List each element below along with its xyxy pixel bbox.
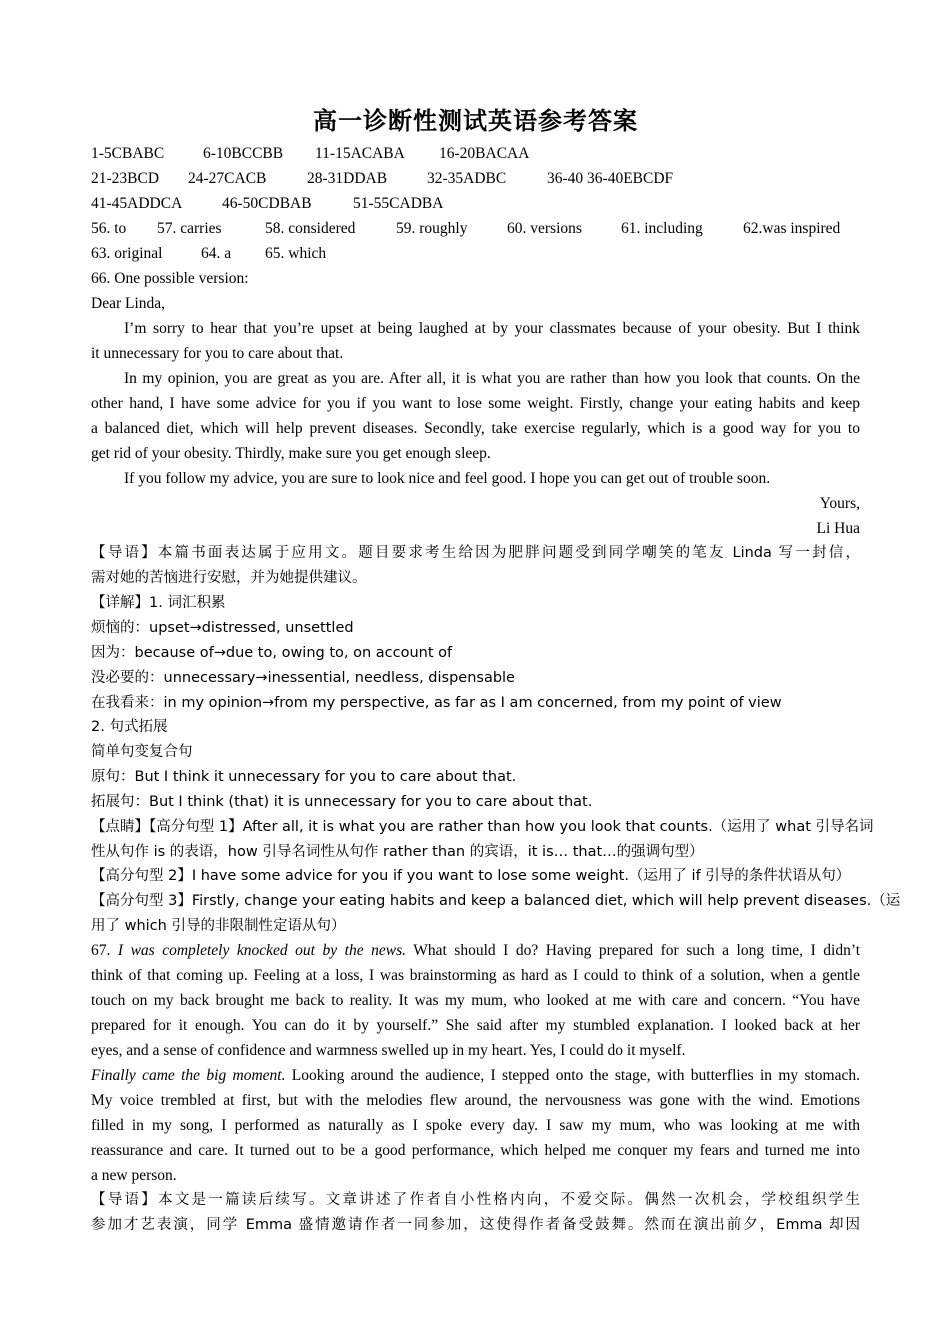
answer-item: 64. a [201, 245, 232, 262]
analysis-intro: 参加才艺表演，同学 Emma 盛情邀请作者一同参加，这使得作者备受鼓舞。然而在演出前夕，Emma 却因 [91, 1217, 860, 1233]
essay-67-line: filled in my song, I performed as naturally as I spoke every day. I saw my mum, who was looking at me with [91, 1117, 860, 1134]
essay-text: What should I do? Having prepared for such a long time, I didn’t [405, 942, 861, 959]
answer-row-5 [91, 244, 860, 264]
highlight-pattern-3: 【高分句型 3】Firstly, change your eating habits and keep a balanced diet, which will help prevent diseases.（运 [91, 893, 901, 909]
letter-line: other hand, I have some advice for you if you want to lose some weight. Firstly, change your eating habits and keep [91, 395, 860, 412]
answer-group: 46-50CDBAB [222, 195, 312, 212]
lead-sentence: I was completely knocked out by the news. [117, 942, 406, 959]
answer-group: 28-31DDAB [307, 170, 388, 187]
letter-line: get rid of your obesity. Thirdly, make sure you get enough sleep. [91, 445, 491, 462]
highlight-pattern-1-note: 性从句作 is 的表语，how 引导名词性从句作 rather than 的宾语，it is… that…的强调句型） [91, 844, 704, 860]
vocab-item: 烦恼的：upset→distressed, unsettled [91, 620, 354, 636]
analysis-intro: 【导语】本篇书面表达属于应用文。题目要求考生给因为肥胖问题受到同学嘲笑的笔友 Linda 写一封信， [91, 545, 860, 561]
essay-67-line: think of that coming up. Feeling at a loss, I was brainstorming as hard as I could to think of a solution, when a gentle [91, 967, 860, 984]
vocab-item: 在我看来：in my opinion→from my perspective, as far as I am concerned, from my point of view [91, 695, 782, 711]
answer-item: 60. versions [507, 220, 582, 237]
vocab-item: 没必要的：unnecessary→inessential, needless, dispensable [91, 670, 515, 686]
answer-row-1 [91, 144, 860, 164]
answer-item: 57. carries [157, 220, 222, 237]
letter-line: a balanced diet, which will help prevent diseases. Secondly, take exercise regularly, which is a good way for you to [91, 420, 860, 437]
sentence-heading: 2. 句式拓展 [91, 719, 168, 735]
expanded-sentence: 拓展句：But I think (that) it is unnecessary for you to care about that. [91, 794, 593, 810]
essay-67-line: reassurance and care. It turned out to be a good performance, which helped me conquer my fears and turned me into [91, 1142, 860, 1159]
essay-67-line: My voice trembled at first, but with the melodies flew around, the nervousness was gone with the wind. Emotions [91, 1092, 860, 1109]
sentence-subheading: 简单句变复合句 [91, 744, 193, 760]
letter-line: If you follow my advice, you are sure to look nice and feel good. I hope you can get out of trouble soon. [124, 470, 771, 487]
lead-sentence: Finally came the big moment. [91, 1067, 286, 1084]
answer-row-4 [91, 219, 860, 239]
essay-67-line [91, 1066, 860, 1086]
answer-group: 24-27CACB [188, 170, 267, 187]
highlight-pattern-3-note: 用了 which 引导的非限制性定语从句） [91, 918, 346, 934]
essay-67-line: eyes, and a sense of confidence and warmness swelled up in my heart. Yes, I could do it myself. [91, 1042, 686, 1059]
original-sentence: 原句：But I think it unnecessary for you to care about that. [91, 769, 517, 785]
question-number: 67. [91, 942, 111, 959]
essay-67-line [91, 941, 860, 961]
answer-group: 36-40 36-40EBCDF [547, 170, 674, 187]
letter-closing: Yours, [819, 495, 860, 512]
highlight-pattern-2: 【高分句型 2】I have some advice for you if you want to lose some weight.（运用了 if 引导的条件状语从句） [91, 868, 851, 884]
essay-67-line: touch on my back brought me back to reality. It was my mum, who looked at me with care and concern. “You have [91, 992, 860, 1009]
letter-line: In my opinion, you are great as you are. After all, it is what you are rather than how you look that counts. On the [124, 370, 860, 387]
answer-group: 11-15ACABA [315, 145, 405, 162]
letter-salutation: Dear Linda, [91, 295, 166, 312]
letter-signature: Li Hua [816, 520, 860, 537]
answer-item: 59. roughly [396, 220, 468, 237]
answer-group: 32-35ADBC [427, 170, 507, 187]
answer-group: 41-45ADDCA [91, 195, 183, 212]
answer-group: 6-10BCCBB [203, 145, 284, 162]
highlight-pattern-1: 【点睛】【高分句型 1】After all, it is what you are rather than how you look that counts.（运用了 what 引导名词 [91, 819, 874, 835]
vocab-item: 因为：because of→due to, owing to, on account of [91, 645, 453, 661]
letter-line: it unnecessary for you to care about that. [91, 345, 344, 362]
essay-67-line: prepared for it enough. You can do it by yourself.” She said after my stumbled explanation. I looked back at her [91, 1017, 860, 1034]
detail-heading: 【详解】1. 词汇积累 [91, 595, 226, 611]
answer-item: 65. which [265, 245, 327, 262]
page-title: 高一诊断性测试英语参考答案 [313, 106, 638, 135]
answer-item: 62.was inspired [743, 220, 841, 237]
answer-group: 51-55CADBA [353, 195, 444, 212]
answer-item: 61. including [621, 220, 703, 237]
answer-item: 58. considered [265, 220, 356, 237]
answer-row-2 [91, 169, 860, 189]
analysis-intro: 需对她的苦恼进行安慰，并为她提供建议。 [91, 570, 367, 586]
answer-group: 21-23BCD [91, 170, 160, 187]
analysis-intro: 【导语】本文是一篇读后续写。文章讲述了作者自小性格内向，不爱交际。偶然一次机会，学校组织学生 [91, 1192, 860, 1208]
answer-row-3 [91, 194, 860, 214]
letter-line: I’m sorry to hear that you’re upset at being laughed at by your classmates because of your obesity. But I think [124, 320, 860, 337]
answer-item: 63. original [91, 245, 163, 262]
answer-group: 16-20BACAA [439, 145, 530, 162]
essay-67-line: a new person. [91, 1167, 177, 1184]
essay-66-heading: 66. One possible version: [91, 270, 249, 287]
essay-text: Looking around the audience, I stepped onto the stage, with butterflies in my stomach. [285, 1067, 860, 1084]
answer-group: 1-5CBABC [91, 145, 165, 162]
answer-item: 56. to [91, 220, 127, 237]
